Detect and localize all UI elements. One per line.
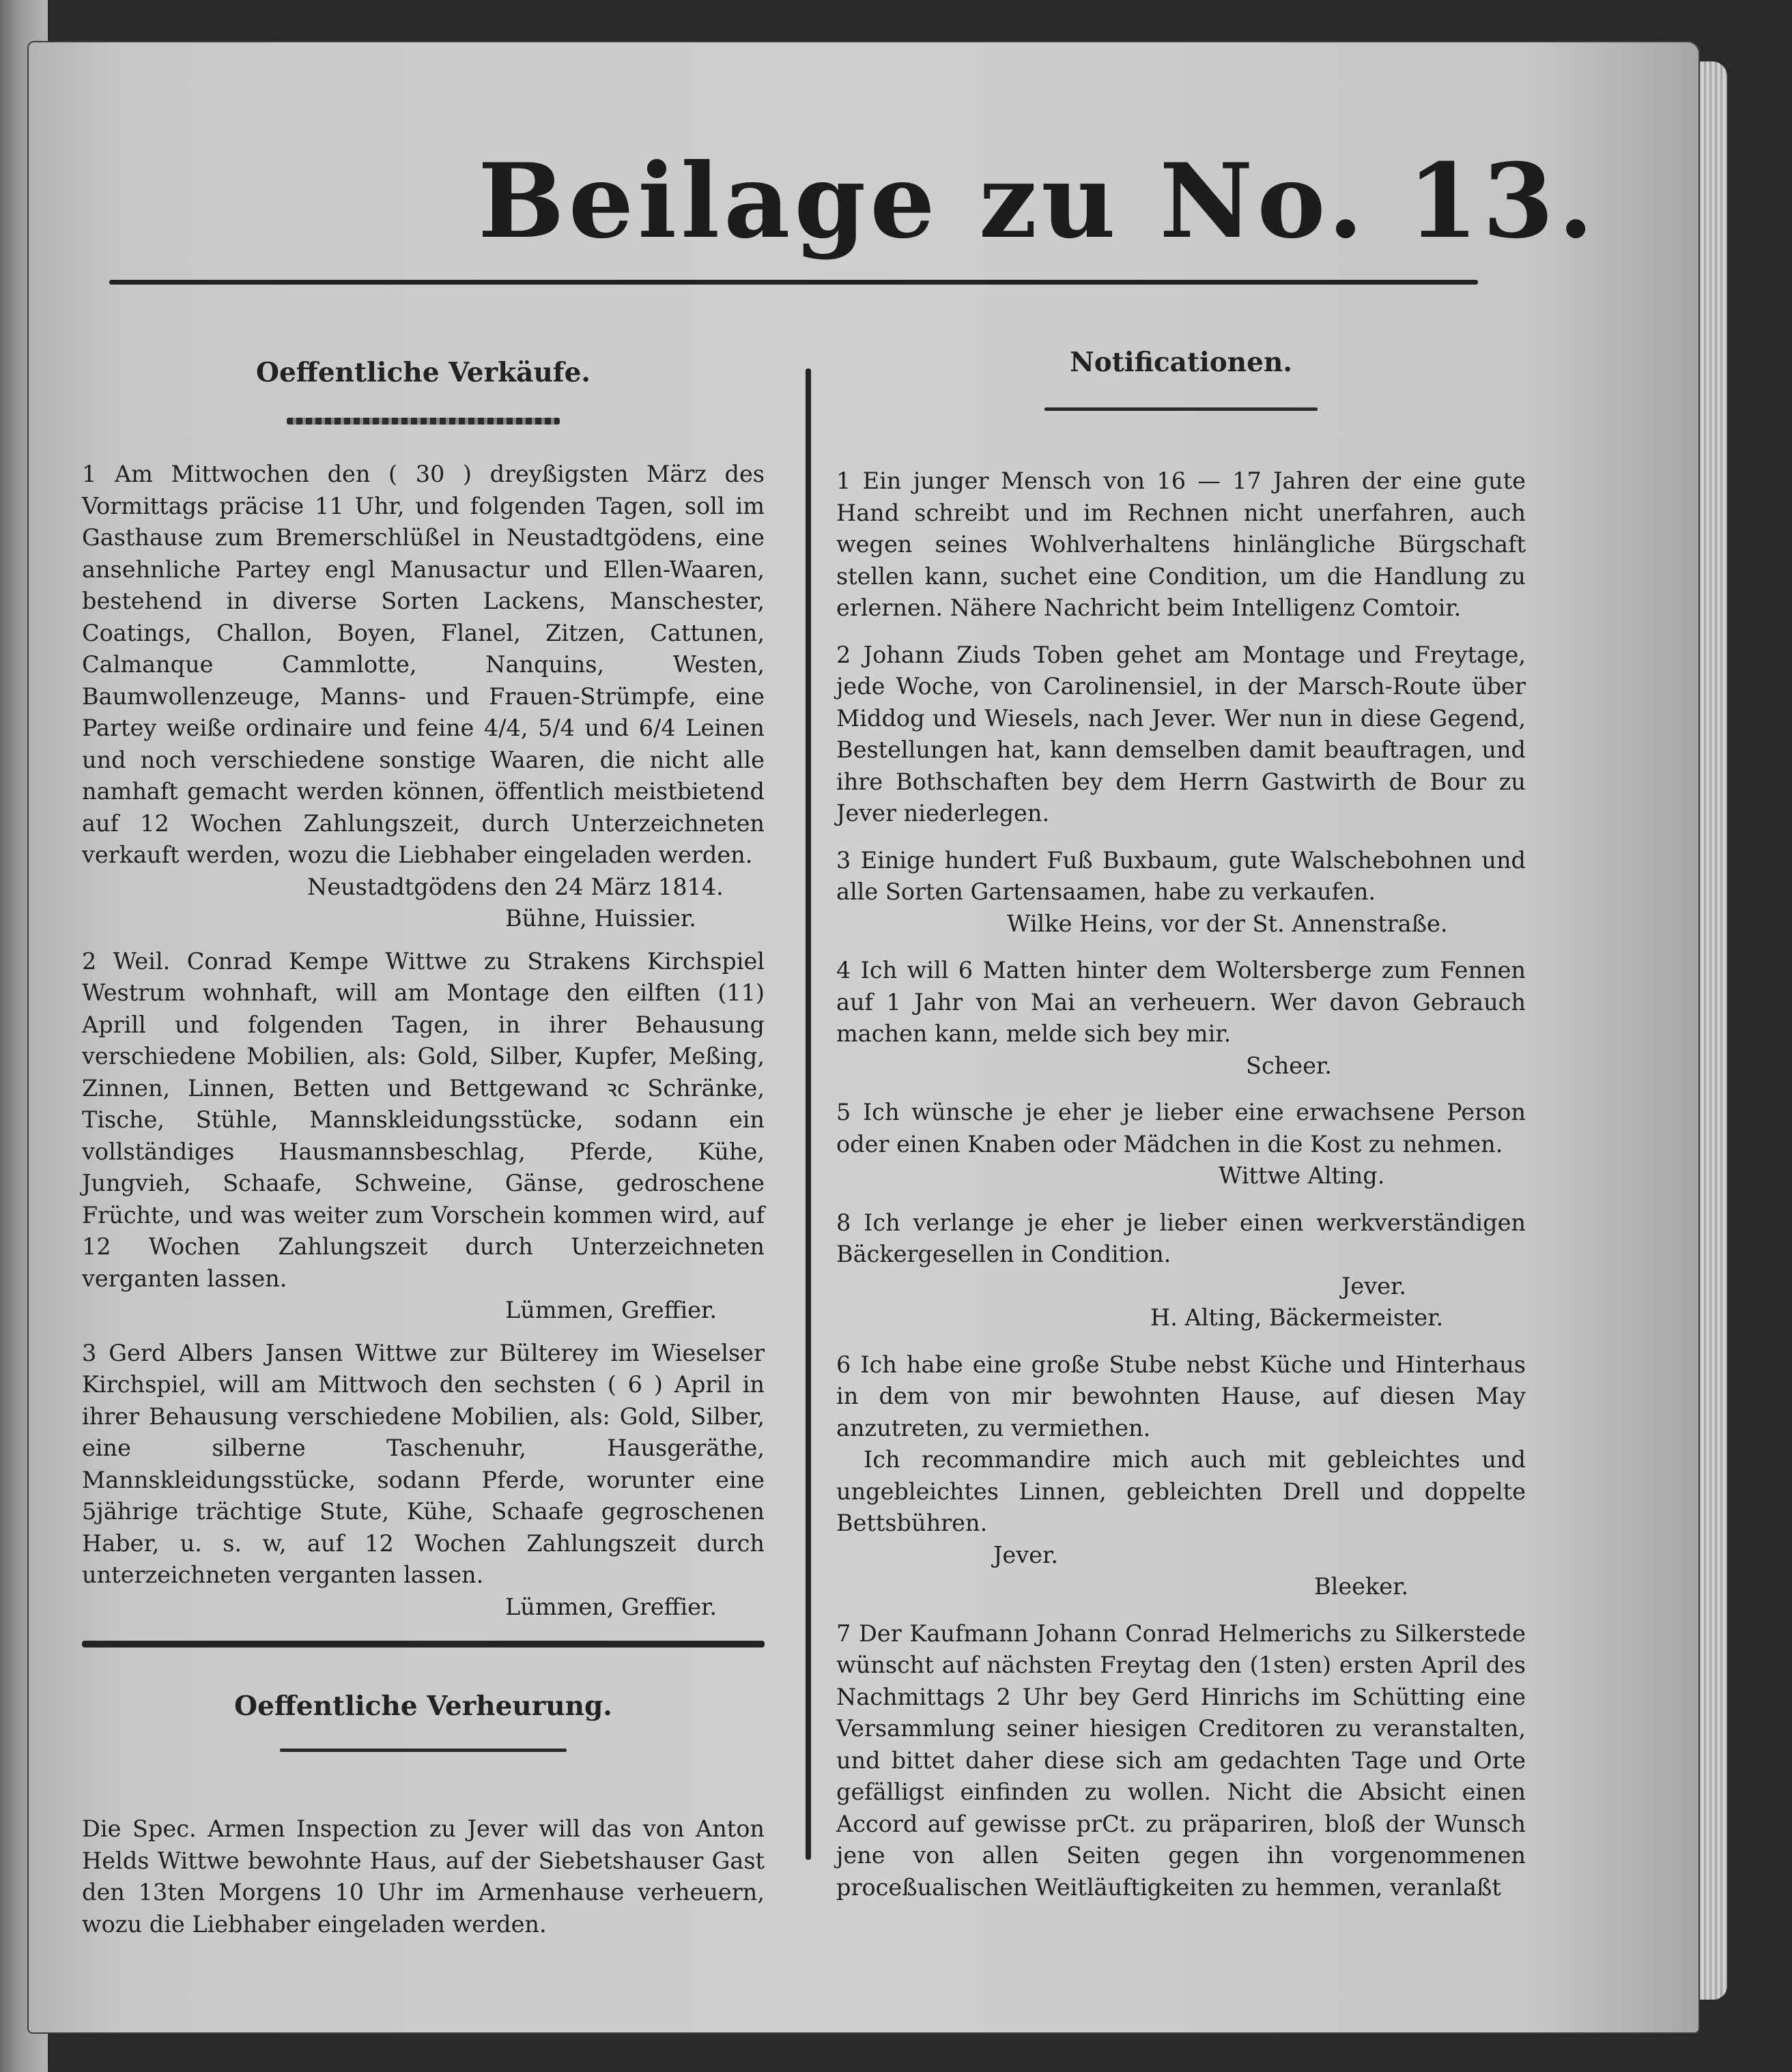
- column-divider: [806, 369, 811, 1860]
- section-title-public-lease: Oeffentliche Verheurung.: [234, 1690, 612, 1722]
- right-column: [836, 345, 1526, 1903]
- notice-5: 5 Ich wünsche je eher je lieber eine erwachsene Person oder einen Knaben oder Mädchen in die Kost zu nehmen.: [836, 1099, 1526, 1157]
- notice-8-signature: H. Alting, Bäckermeister.: [1150, 1304, 1444, 1331]
- notice-6-addendum: Ich recommandire mich auch mit gebleichtes und ungebleichtes Linnen, gebleichten Drell und doppelte Bettsbühren.: [836, 1446, 1526, 1536]
- section-title-public-sales: Oeffentliche Verkäufe.: [256, 357, 591, 388]
- sale-entry-1-signature: Bühne, Huissier.: [505, 905, 696, 932]
- masthead-rule: [109, 280, 1478, 285]
- left-column: [82, 355, 765, 1940]
- notice-8: 8 Ich verlange je eher je lieber einen werkverständigen Bäckergesellen in Condition.: [836, 1209, 1526, 1267]
- sale-entry-1-place-date: Neustadtgödens den 24 März 1814.: [307, 873, 724, 900]
- ornamental-rule: [287, 418, 560, 425]
- notice-1: 1 Ein junger Mensch von 16 — 17 Jahren der eine gute Hand schreibt und im Rechnen nicht unerfahren, auch wegen seines Wohlverhaltens hinlängliche Bürgschaft stellen kann, suchet eine Condition, um die Handlung zu erlernen. Nähere Nachricht beim Intelligenz Comtoir.: [836, 467, 1526, 621]
- notice-8-place: Jever.: [1341, 1272, 1406, 1299]
- notice-3: 3 Einige hundert Fuß Buxbaum, gute Walschebohnen und alle Sorten Gartensaamen, habe zu verkaufen.: [836, 846, 1526, 905]
- notice-7: 7 Der Kaufmann Johann Conrad Helmerichs zu Silkerstede wünscht auf nächsten Freytag den (1sten) ersten April des Nachmittags 2 Uhr bey Gerd Hinrichs im Schütting eine Versammlung seiner hiesigen Creditoren zu veranstalten, und bittet daher diese sich am gedachten Tage und Orte gefälligst einfinden zu wollen. Nicht die Absicht einen Accord auf gewisse prCt. zu präpariren, bloß der Wunsch jene von allen Seiten gegen ihn vorgenommenen proceßualischen Weitläuftigkeiten zu hemmen, veranlaßt: [836, 1620, 1526, 1901]
- sale-entry-2: 2 Weil. Conrad Kempe Wittwe zu Strakens Kirchspiel Westrum wohnhaft, will am Montage den eilften (11) Aprill und folgenden Tagen, in ihrer Behausung verschiedene Mobilien, als: Gold, Silber, Kupfer, Meßing, Zinnen, Linnen, Betten und Bettgewand ꝛc Schränke, Tische, Stühle, Mannskleidungsstücke, sodann ein vollständiges Hausmannsbeschlag, Pferde, Kühe, Jungvieh, Schaafe, Schweine, Gänse, gedroschene Früchte, und was weiter zum Vorschein kommen wird, auf 12 Wochen Zahlungszeit durch Unterzeichneten verganten lassen.: [82, 947, 765, 1292]
- notice-4-signature: Scheer.: [1246, 1052, 1332, 1079]
- sale-entry-2-signature: Lümmen, Greffier.: [505, 1297, 717, 1323]
- lease-entry: Die Spec. Armen Inspection zu Jever will das von Anton Helds Wittwe bewohnte Haus, auf der Siebetshauser Gast den 13ten Morgens 10 Uhr im Armenhause verheuern, wozu die Liebhaber eingeladen werden.: [82, 1815, 765, 1938]
- notice-6: 6 Ich habe eine große Stube nebst Küche und Hinterhaus in dem von mir bewohnten Hause, auf diesen May anzutreten, zu vermiethen.: [836, 1351, 1526, 1441]
- notice-2: 2 Johann Ziuds Toben gehet am Montage und Freytage, jede Woche, von Carolinensiel, in der Marsch-Route über Middog und Wiesels, nach Jever. Wer nun in diese Gegend, Bestellungen hat, kann demselben damit beauftragen, und ihre Bothschaften bey dem Herrn Gastwirth de Bour zu Jever niederlegen.: [836, 641, 1526, 826]
- notice-4: 4 Ich will 6 Matten hinter dem Woltersberge zum Fennen auf 1 Jahr von Mai an verheuern. Wer davon Gebrauch machen kann, melde sich bey mir.: [836, 957, 1526, 1047]
- notice-6-signature: Bleeker.: [1314, 1573, 1409, 1600]
- notice-5-signature: Wittwe Alting.: [1219, 1162, 1385, 1189]
- sale-entry-3-signature: Lümmen, Greffier.: [505, 1593, 717, 1620]
- section-separator: [82, 1641, 765, 1647]
- notice-3-signature: Wilke Heins, vor der St. Annenstraße.: [1007, 910, 1448, 937]
- masthead-title: Beilage zu No. 13.: [478, 141, 1598, 261]
- sale-entry-1: 1 Am Mittwochen den ( 30 ) dreyßigsten März des Vormittags präcise 11 Uhr, und folgenden Tagen, soll im Gasthause zum Bremerschlüßel in Neustadtgödens, eine ansehnliche Partey engl Manusactur und Ellen-Waaren, bestehend in diverse Sorten Lackens, Manschester, Coatings, Challon, Boyen, Flanel, Zitzen, Cattunen, Calmanque Cammlotte, Nanquins, Westen, Baumwollenzeuge, Manns- und Frauen-Strümpfe, eine Partey weiße ordinaire und feine 4/4, 5/4 und 6/4 Leinen und noch verschiedene sonstige Waaren, die nicht alle namhaft gemacht werden können, öffentlich meistbietend auf 12 Wochen Zahlungszeit, durch Unterzeichneten verkauft werden, wozu die Liebhaber eingeladen werden.: [82, 461, 765, 868]
- section-title-notifications: Notificationen.: [1070, 347, 1292, 378]
- notice-6-place: Jever.: [993, 1541, 1058, 1568]
- sale-entry-3: 3 Gerd Albers Jansen Wittwe zur Bülterey im Wieselser Kirchspiel, will am Mittwoch den sechsten ( 6 ) April in ihrer Behausung verschiedene Mobilien, als: Gold, Silber, eine silberne Taschenuhr, Hausgeräthe, Mannskleidungsstücke, sodann Pferde, worunter eine 5jährige trächtige Stute, Kühe, Schaafe gegroschenen Haber, u. s. w, auf 12 Wochen Zahlungszeit durch unterzeichneten verganten lassen.: [82, 1339, 765, 1588]
